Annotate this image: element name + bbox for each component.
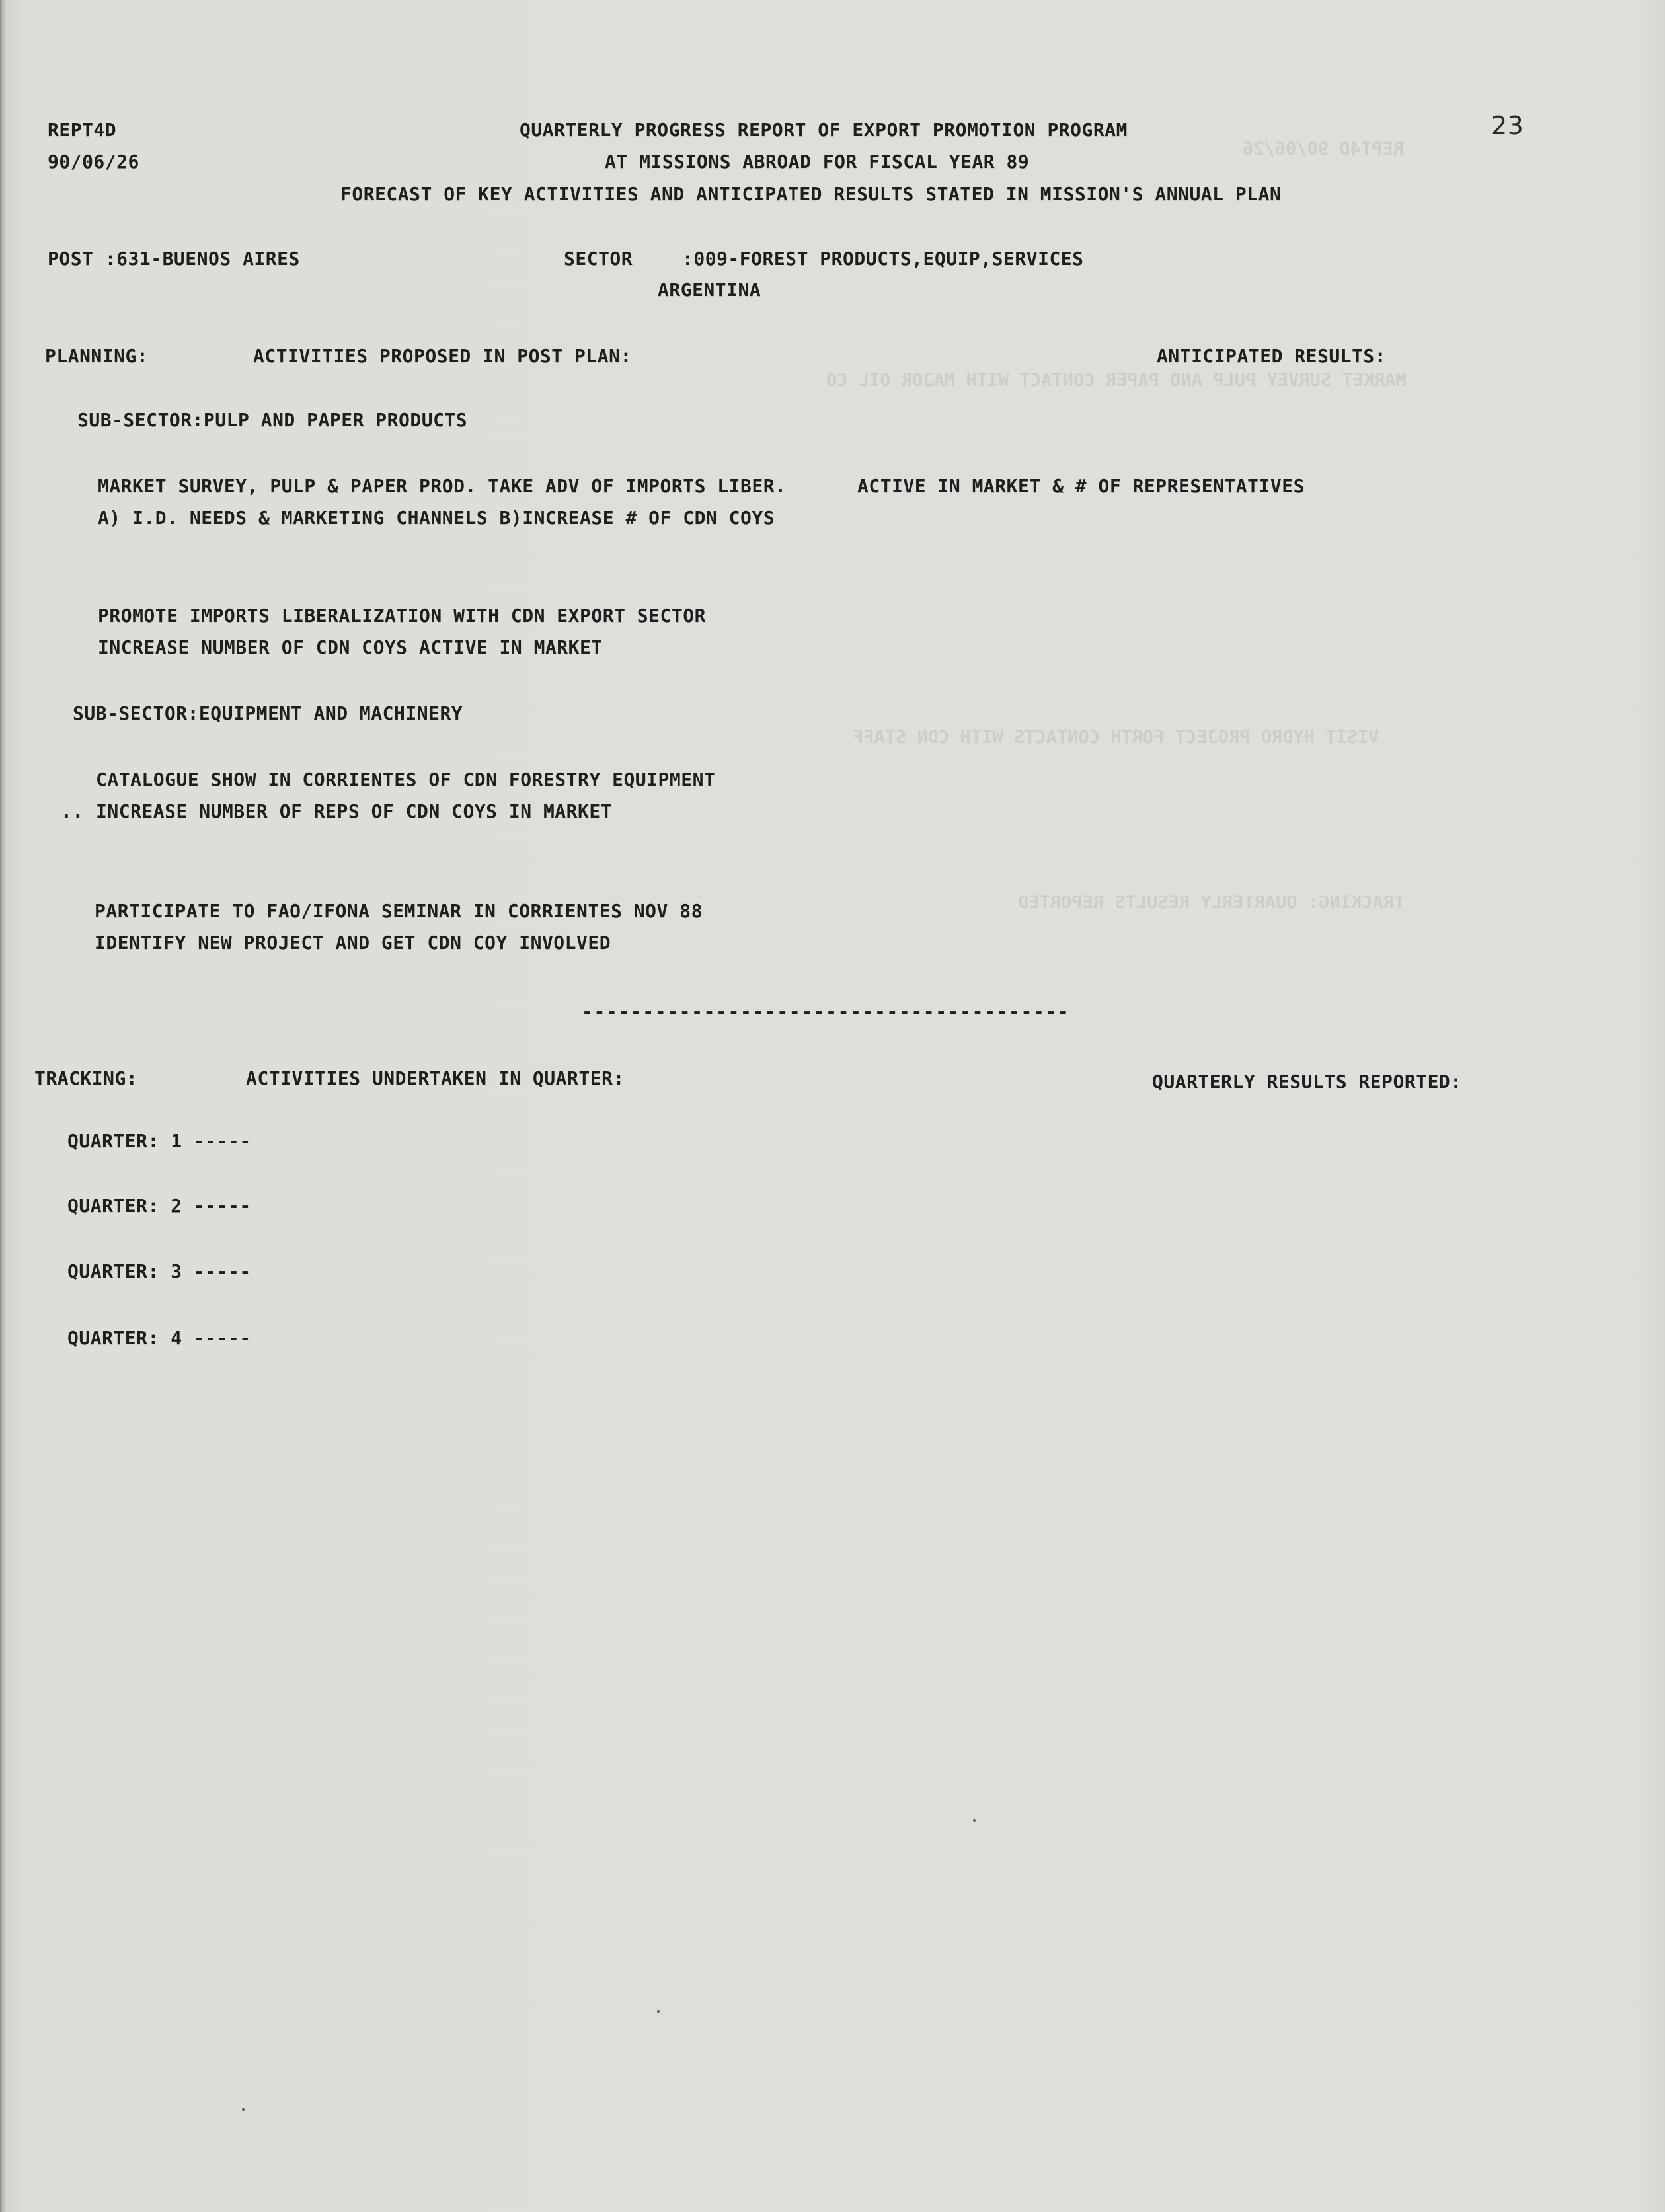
page-number: 23 [1491,111,1524,140]
subsector-pulp-paper: SUB-SECTOR:PULP AND PAPER PRODUCTS [77,409,468,431]
activity-4-line1: PARTICIPATE TO FAO/IFONA SEMINAR IN CORRIENTES NOV 88 [95,900,703,922]
tracking-activities-heading: ACTIVITIES UNDERTAKEN IN QUARTER: [246,1067,625,1089]
scan-speck [657,2010,660,2013]
report-title-line3: FORECAST OF KEY ACTIVITIES AND ANTICIPATED RESULTS STATED IN MISSION'S ANNUAL PLAN [340,183,1282,205]
planning-label: PLANNING: [45,345,149,367]
activity-3-line2: INCREASE NUMBER OF REPS OF CDN COYS IN MARKET [96,800,613,822]
report-id: REPT4D [48,119,117,141]
report-date: 90/06/26 [48,151,139,172]
sector-value: :009-FOREST PRODUCTS,EQUIP,SERVICES [682,248,1084,270]
activity-1-line2: A) I.D. NEEDS & MARKETING CHANNELS B)INCREASE # OF CDN COYS [98,507,775,529]
activity-2-line2: INCREASE NUMBER OF CDN COYS ACTIVE IN MARKET [98,636,603,658]
section-divider: ---------------------------------------- [582,1001,1070,1022]
result-1: ACTIVE IN MARKET & # OF REPRESENTATIVES [857,475,1305,497]
activity-4-line2: IDENTIFY NEW PROJECT AND GET CDN COY INVOLVED [95,932,611,954]
post-label: POST :631-BUENOS AIRES [48,248,300,270]
bleed-through-text: REPT4D 90/06/26 [1243,139,1404,159]
quarter-3-row: QUARTER: 3 ----- [67,1260,251,1282]
activity-2-line1: PROMOTE IMPORTS LIBERALIZATION WITH CDN EXPORT SECTOR [98,605,706,627]
scan-speck [973,1819,976,1822]
activity-3-prefix: .. [61,800,84,822]
planning-activities-heading: ACTIVITIES PROPOSED IN POST PLAN: [253,345,632,367]
report-title-line1: QUARTERLY PROGRESS REPORT OF EXPORT PROMOTION PROGRAM [520,119,1128,141]
bleed-through-text: TRACKING: QUARTERLY RESULTS REPORTED [1018,892,1405,913]
quarter-1-row: QUARTER: 1 ----- [67,1130,251,1152]
sector-label: SECTOR [564,248,633,270]
anticipated-results-heading: ANTICIPATED RESULTS: [1157,345,1387,367]
activity-1-line1: MARKET SURVEY, PULP & PAPER PROD. TAKE ADV OF IMPORTS LIBER. [98,475,787,497]
activity-3-line1: CATALOGUE SHOW IN CORRIENTES OF CDN FORESTRY EQUIPMENT [96,769,716,790]
bleed-through-text: VISIT HYDRO PROJECT FORTH CONTACTS WITH CDN STAFF [853,727,1379,747]
page-binding-edge [0,0,7,2212]
country-label: ARGENTINA [658,279,761,301]
quarter-2-row: QUARTER: 2 ----- [67,1195,251,1217]
bleed-through-text: MARKET SURVEY PULP AND PAPER CONTACT WITH MAJOR OIL CO [826,370,1407,391]
quarter-4-row: QUARTER: 4 ----- [67,1327,251,1349]
scan-speck [242,2108,245,2111]
quarterly-results-heading: QUARTERLY RESULTS REPORTED: [1152,1071,1462,1092]
tracking-label: TRACKING: [34,1067,138,1089]
subsector-equipment-machinery: SUB-SECTOR:EQUIPMENT AND MACHINERY [73,703,463,724]
report-title-line2: AT MISSIONS ABROAD FOR FISCAL YEAR 89 [605,151,1030,172]
